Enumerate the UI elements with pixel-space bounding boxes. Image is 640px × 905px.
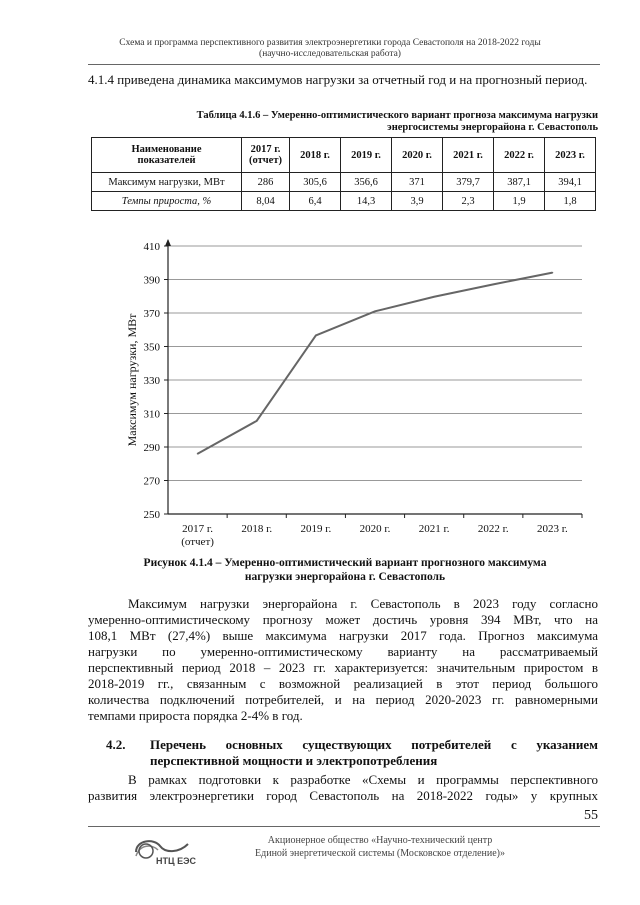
page-header xyxy=(60,38,600,60)
data-point xyxy=(433,296,435,298)
header-cell-year: 2018 г. xyxy=(290,138,341,173)
x-tick-label: 2023 г. xyxy=(537,523,568,535)
y-axis-label: Максимум нагрузки, МВт xyxy=(125,313,139,447)
section-title: Перечень основных существующих потребителей с указанием перспективной мощности и электропотребления xyxy=(150,737,598,768)
y-tick-label: 270 xyxy=(143,475,160,488)
figure-caption-line2: нагрузки энергорайона г. Севастополь xyxy=(244,571,446,583)
header-subtitle: (научно-исследовательская работа) xyxy=(259,49,401,59)
table-caption-line1: Таблица 4.1.6 – Умеренно-оптимистического вариант прогноза максимума нагрузки xyxy=(196,110,598,121)
y-tick-label: 350 xyxy=(143,341,160,354)
body-line: темпами прироста порядка 2-4% в год. xyxy=(88,708,303,723)
table-cell: 379,7 xyxy=(443,173,494,192)
x-tick-label: 2022 г. xyxy=(477,523,509,535)
y-tick-label: 290 xyxy=(143,442,160,454)
figure-caption-line1: Рисунок 4.1.4 – Умеренно-оптимистический вариант прогнозного максимума xyxy=(143,557,547,569)
row-label: Темпы прироста, % xyxy=(92,192,242,211)
y-tick-label: 310 xyxy=(143,408,160,421)
body-line: В рамках подготовки к разработке «Схемы и программы перспективного xyxy=(128,772,598,787)
body-line: 2018-2019 гг., связанным с возможной реализацией в этот период большого xyxy=(88,676,598,691)
forecast-table xyxy=(91,137,596,211)
x-tick-label: (отчет) xyxy=(181,536,214,548)
header-cell-year: 2022 г. xyxy=(494,138,545,173)
y-tick-label: 250 xyxy=(143,509,160,521)
page-footer xyxy=(200,834,560,860)
y-tick-label: 410 xyxy=(143,241,160,253)
table-cell: 371 xyxy=(392,173,443,192)
body-line: развития электроэнергетики город Севастополь на 2018-2022 годы» у крупных xyxy=(88,788,598,803)
header-cell-year: 2020 г. xyxy=(392,138,443,173)
body-line: количества подключений потребителей, и на период 2020-2023 гг. равномерными xyxy=(88,692,598,707)
header-cell-name: Наименование показателей xyxy=(92,138,242,173)
data-point xyxy=(197,453,199,455)
table-cell: 305,6 xyxy=(290,173,341,192)
body-line: нагрузки по умеренно-оптимистическому варианту на рассматриваемый xyxy=(88,644,598,659)
company-logo-icon xyxy=(130,834,200,872)
table-row xyxy=(92,192,596,211)
x-tick-label: 2019 г. xyxy=(300,523,332,535)
page-number: 55 xyxy=(584,808,598,823)
header-cell-year: 2021 г. xyxy=(443,138,494,173)
footer-line1: Акционерное общество «Научно-технический центр xyxy=(267,835,493,846)
logo-text: НТЦ ЕЭС xyxy=(156,856,196,866)
y-tick-label: 370 xyxy=(143,308,160,320)
table-cell: 3,9 xyxy=(392,192,443,211)
x-tick-label: 2018 г. xyxy=(241,523,273,535)
body-line: перспективный период 2018 – 2023 гг. характеризуется: значительным приростом в xyxy=(88,660,598,675)
data-point xyxy=(374,311,376,313)
header-cell-year: 2023 г. xyxy=(545,138,596,173)
section-number: 4.2. xyxy=(106,737,126,752)
y-tick-label: 390 xyxy=(143,274,160,287)
next-paragraph xyxy=(88,772,598,804)
load-forecast-chart xyxy=(122,236,592,551)
body-line: умеренно-оптимистическому прогнозу может достичь уровня 394 МВт, что на xyxy=(88,612,598,627)
table-cell: 394,1 xyxy=(545,173,596,192)
header-cell-year: 2019 г. xyxy=(341,138,392,173)
table-cell: 286 xyxy=(242,173,290,192)
table-header-row xyxy=(92,138,596,173)
body-paragraph xyxy=(88,596,598,724)
header-divider xyxy=(88,64,600,65)
table-caption-line2: энергосистемы энергорайона г. Севастополь xyxy=(387,122,598,133)
y-axis-arrow xyxy=(165,239,171,246)
data-point xyxy=(552,272,554,274)
table-cell: 1,8 xyxy=(545,192,596,211)
x-tick-label: 2020 г. xyxy=(359,523,391,535)
data-point xyxy=(256,420,258,422)
table-cell: 2,3 xyxy=(443,192,494,211)
table-cell: 387,1 xyxy=(494,173,545,192)
y-tick-label: 330 xyxy=(143,375,160,387)
table-row xyxy=(92,173,596,192)
table-cell: 356,6 xyxy=(341,173,392,192)
table-cell: 6,4 xyxy=(290,192,341,211)
row-label: Максимум нагрузки, МВт xyxy=(92,173,242,192)
table-cell: 14,3 xyxy=(341,192,392,211)
table-cell: 1,9 xyxy=(494,192,545,211)
body-line: Максимум нагрузки энергорайона г. Севастополь в 2023 году согласно xyxy=(128,596,598,611)
table-caption xyxy=(88,110,598,134)
x-tick-label: 2017 г. xyxy=(182,523,213,535)
x-tick-label: 2021 г. xyxy=(418,523,450,535)
data-point xyxy=(492,284,494,286)
header-title: Схема и программа перспективного развития электроэнергетики города Севастополя на 2018-2022 годы xyxy=(119,38,541,48)
header-cell-2017: 2017 г. (отчет) xyxy=(242,138,290,173)
data-point xyxy=(315,335,317,337)
footer-line2: Единой энергетической системы (Московское отделение)» xyxy=(255,848,505,859)
footer-divider xyxy=(88,826,600,827)
figure-caption xyxy=(100,556,590,584)
table-cell: 8,04 xyxy=(242,192,290,211)
series-line xyxy=(198,273,553,454)
body-line: 108,1 МВт (27,4%) выше максимума нагрузки 2017 года. Прогноз максимума xyxy=(88,628,598,643)
intro-paragraph: 4.1.4 приведена динамика максимумов нагрузки за отчетный год и на прогнозный период. xyxy=(88,72,588,87)
